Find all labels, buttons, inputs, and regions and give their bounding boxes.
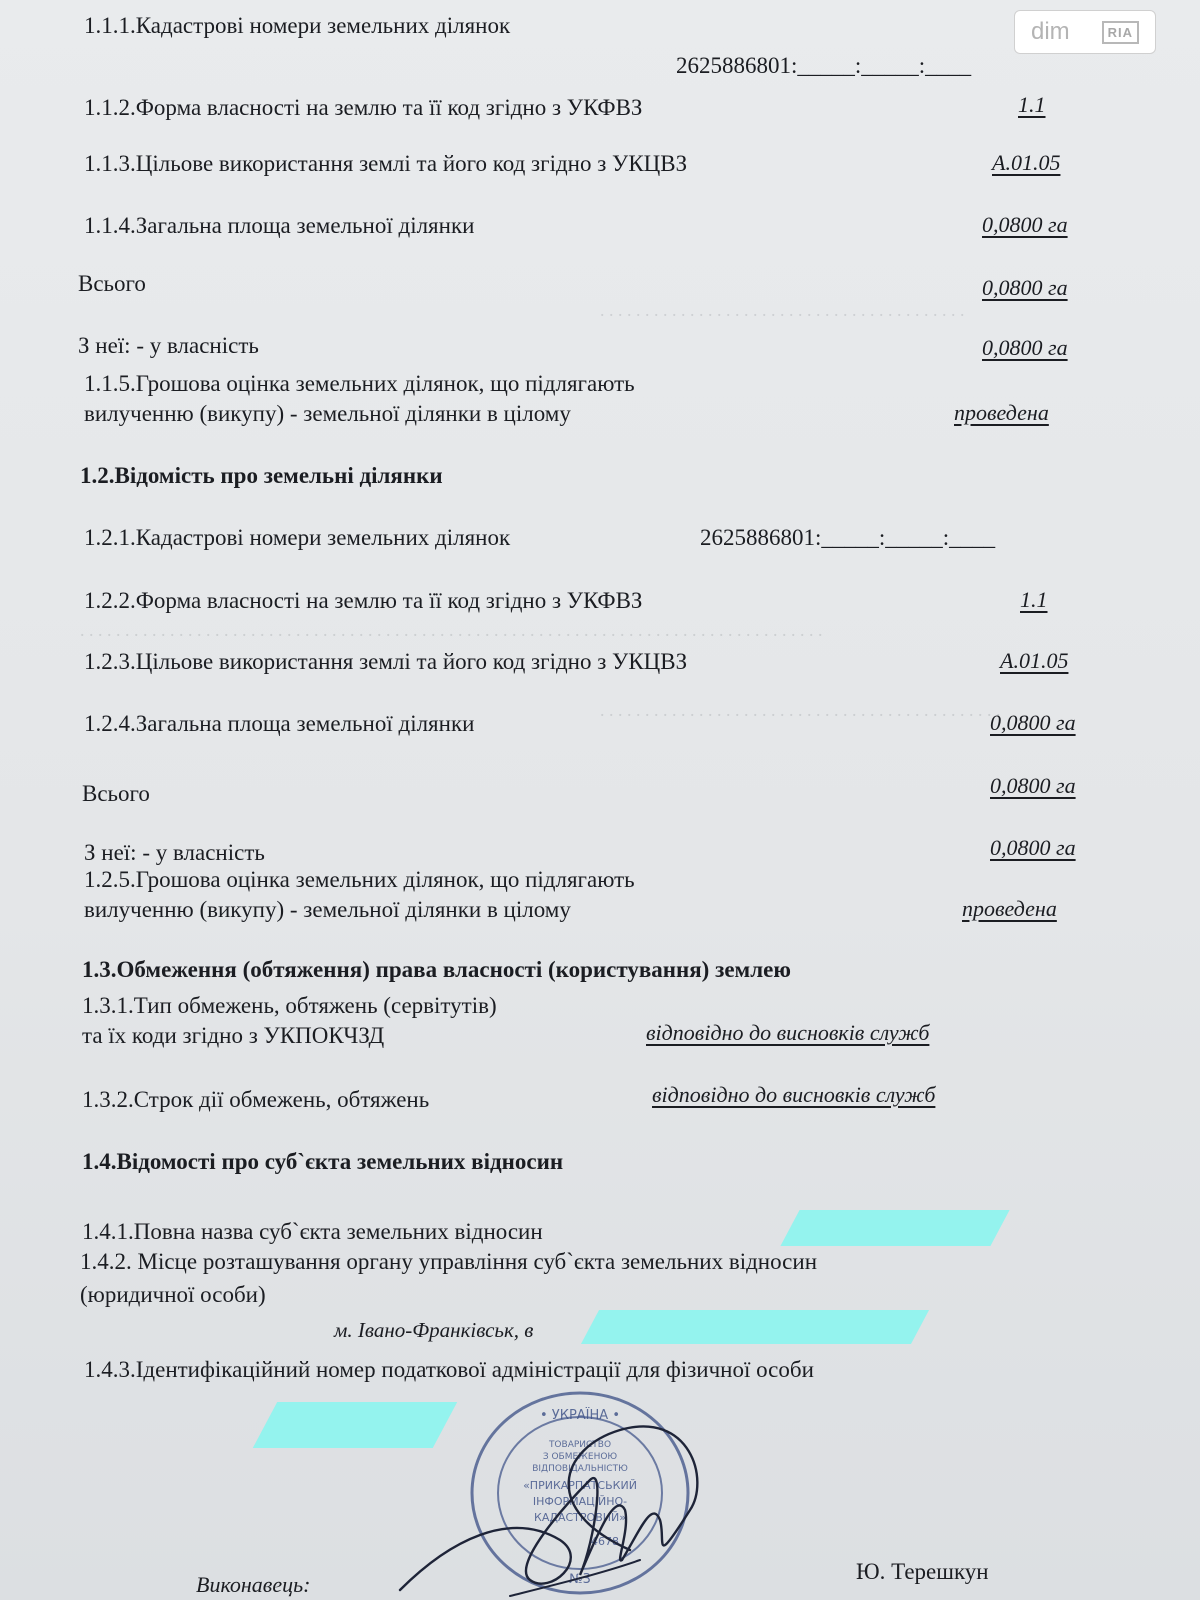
cadastral-numbers-value-1: 2625886801:_____:_____:____ — [676, 53, 972, 78]
total-area-value-1: 0,0800 га — [982, 212, 1068, 237]
encumbrance-type-label-b: та їх коди згідно з УКПОКЧЗД — [82, 1023, 385, 1048]
cadastral-numbers-label-1: 1.1.1.Кадастрові номери земельних ділянок — [84, 13, 511, 38]
cadastral-numbers-label-2: 1.2.1.Кадастрові номери земельних ділянок — [84, 525, 511, 550]
valuation-value-1: проведена — [954, 400, 1049, 425]
watermark-text: dim — [1030, 18, 1070, 45]
land-use-value-1: А.01.05 — [992, 150, 1061, 175]
total-value-1: 0,0800 га — [982, 275, 1068, 300]
subject-location-label-a: 1.4.2. Місце розташування органу управління суб`єкта земельних відносин — [80, 1249, 817, 1274]
ownership-form-value-1: 1.1 — [1018, 92, 1046, 117]
land-use-label-2: 1.2.3.Цільове використання землі та його код згідно з УКЦВЗ — [84, 649, 688, 674]
executor-signature — [390, 1390, 730, 1600]
stamp-line-5: ІНФОРМАЦІЙНО- — [532, 1495, 628, 1508]
executor-name: Ю. Терешкун — [856, 1559, 989, 1584]
ownership-form-value-2: 1.1 — [1020, 587, 1048, 612]
land-use-value-2: А.01.05 — [1000, 648, 1069, 673]
subject-location-label-b: (юридичної особи) — [80, 1282, 266, 1307]
stamp-line-4: «ПРИКАРПАТСЬКИЙ — [523, 1479, 637, 1492]
valuation-value-2: проведена — [962, 896, 1057, 921]
total-area-label-2: 1.2.4.Загальна площа земельної ділянки — [84, 711, 475, 736]
stamp-line-2: З ОБМЕЖЕНОЮ — [542, 1452, 618, 1462]
total-value-2: 0,0800 га — [990, 773, 1076, 798]
ownership-share-value-2: 0,0800 га — [990, 835, 1076, 860]
bleed-through-text: . . . . . . . . . . . . . . . . . . . . . . . . . . . . . . . . . . . . . . . . . . . . . . . . . . . . . . . . . . . . . . . . . . . . . . . . . . . . . . . . . . . — [80, 620, 823, 640]
encumbrance-type-label-a: 1.3.1.Тип обмежень, обтяжень (сервітутів) — [82, 993, 497, 1018]
land-use-label-1: 1.1.3.Цільове використання землі та його код згідно з УКЦВЗ — [84, 151, 688, 176]
redaction-mark — [780, 1210, 1009, 1246]
ownership-share-label-2: З неї: - у власність — [84, 840, 265, 865]
encumbrance-type-value: відповідно до висновків служб — [646, 1020, 930, 1045]
stamp-line-1: ТОВАРИСТВО — [548, 1440, 612, 1450]
ownership-form-label-1: 1.1.2.Форма власності на землю та її код згідно з УКФВЗ — [84, 95, 643, 120]
valuation-label-1a: 1.1.5.Грошова оцінка земельних ділянок, що підлягають — [84, 371, 635, 396]
total-area-value-2: 0,0800 га — [990, 710, 1076, 735]
valuation-label-2a: 1.2.5.Грошова оцінка земельних ділянок, що підлягають — [84, 867, 635, 892]
bleed-through-text: . . . . . . . . . . . . . . . . . . . . . . . . . . . . . . . . . . . . . . . . . . . . . — [600, 700, 1001, 720]
cadastral-numbers-value-2: 2625886801:_____:_____:____ — [700, 525, 996, 550]
section-1-4-heading: 1.4.Відомості про суб`єкта земельних відносин — [82, 1149, 564, 1174]
valuation-label-1b: вилученню (викупу) - земельної ділянки в цілому — [84, 401, 571, 426]
ownership-share-value-1: 0,0800 га — [982, 335, 1068, 360]
stamp-line-6: КАДАСТРОВИЙ» — [534, 1511, 626, 1524]
ownership-share-label-1: З неї: - у власність — [78, 333, 259, 358]
stamp-number: №3 — [569, 1572, 591, 1587]
encumbrance-term-label: 1.3.2.Строк дії обмежень, обтяжень — [82, 1087, 430, 1112]
total-label-2: Всього — [82, 781, 150, 806]
section-1-3-heading: 1.3.Обмеження (обтяження) права власності (користування) землею — [82, 957, 791, 982]
total-label-1: Всього — [78, 271, 146, 296]
subject-name-label: 1.4.1.Повна назва суб`єкта земельних відносин — [82, 1219, 543, 1244]
stamp-line-3: ВІДПОВІДАЛЬНІСТЮ — [532, 1464, 628, 1474]
total-area-label-1: 1.1.4.Загальна площа земельної ділянки — [84, 213, 475, 238]
stamp-country: • УКРАЇНА • — [540, 1408, 620, 1423]
tax-id-label: 1.4.3.Ідентифікаційний номер податкової адміністрації для фізичної особи — [84, 1357, 814, 1382]
encumbrance-term-value: відповідно до висновків служб — [652, 1082, 936, 1107]
subject-location-value: м. Івано-Франківськ, в — [334, 1318, 534, 1342]
watermark-brand: RIA — [1102, 21, 1139, 44]
bleed-through-text: . . . . . . . . . . . . . . . . . . . . . . . . . . . . . . . . . . . . . . . . . — [600, 300, 965, 320]
dim-ria-watermark — [1014, 10, 1156, 54]
stamp-code: 4678 — [591, 1535, 619, 1548]
section-1-2-heading: 1.2.Відомість про земельні ділянки — [80, 463, 443, 488]
valuation-label-2b: вилученню (викупу) - земельної ділянки в цілому — [84, 897, 571, 922]
executor-label: Виконавець: — [196, 1572, 311, 1597]
ownership-form-label-2: 1.2.2.Форма власності на землю та її код згідно з УКФВЗ — [84, 588, 643, 613]
redaction-mark — [581, 1310, 929, 1344]
